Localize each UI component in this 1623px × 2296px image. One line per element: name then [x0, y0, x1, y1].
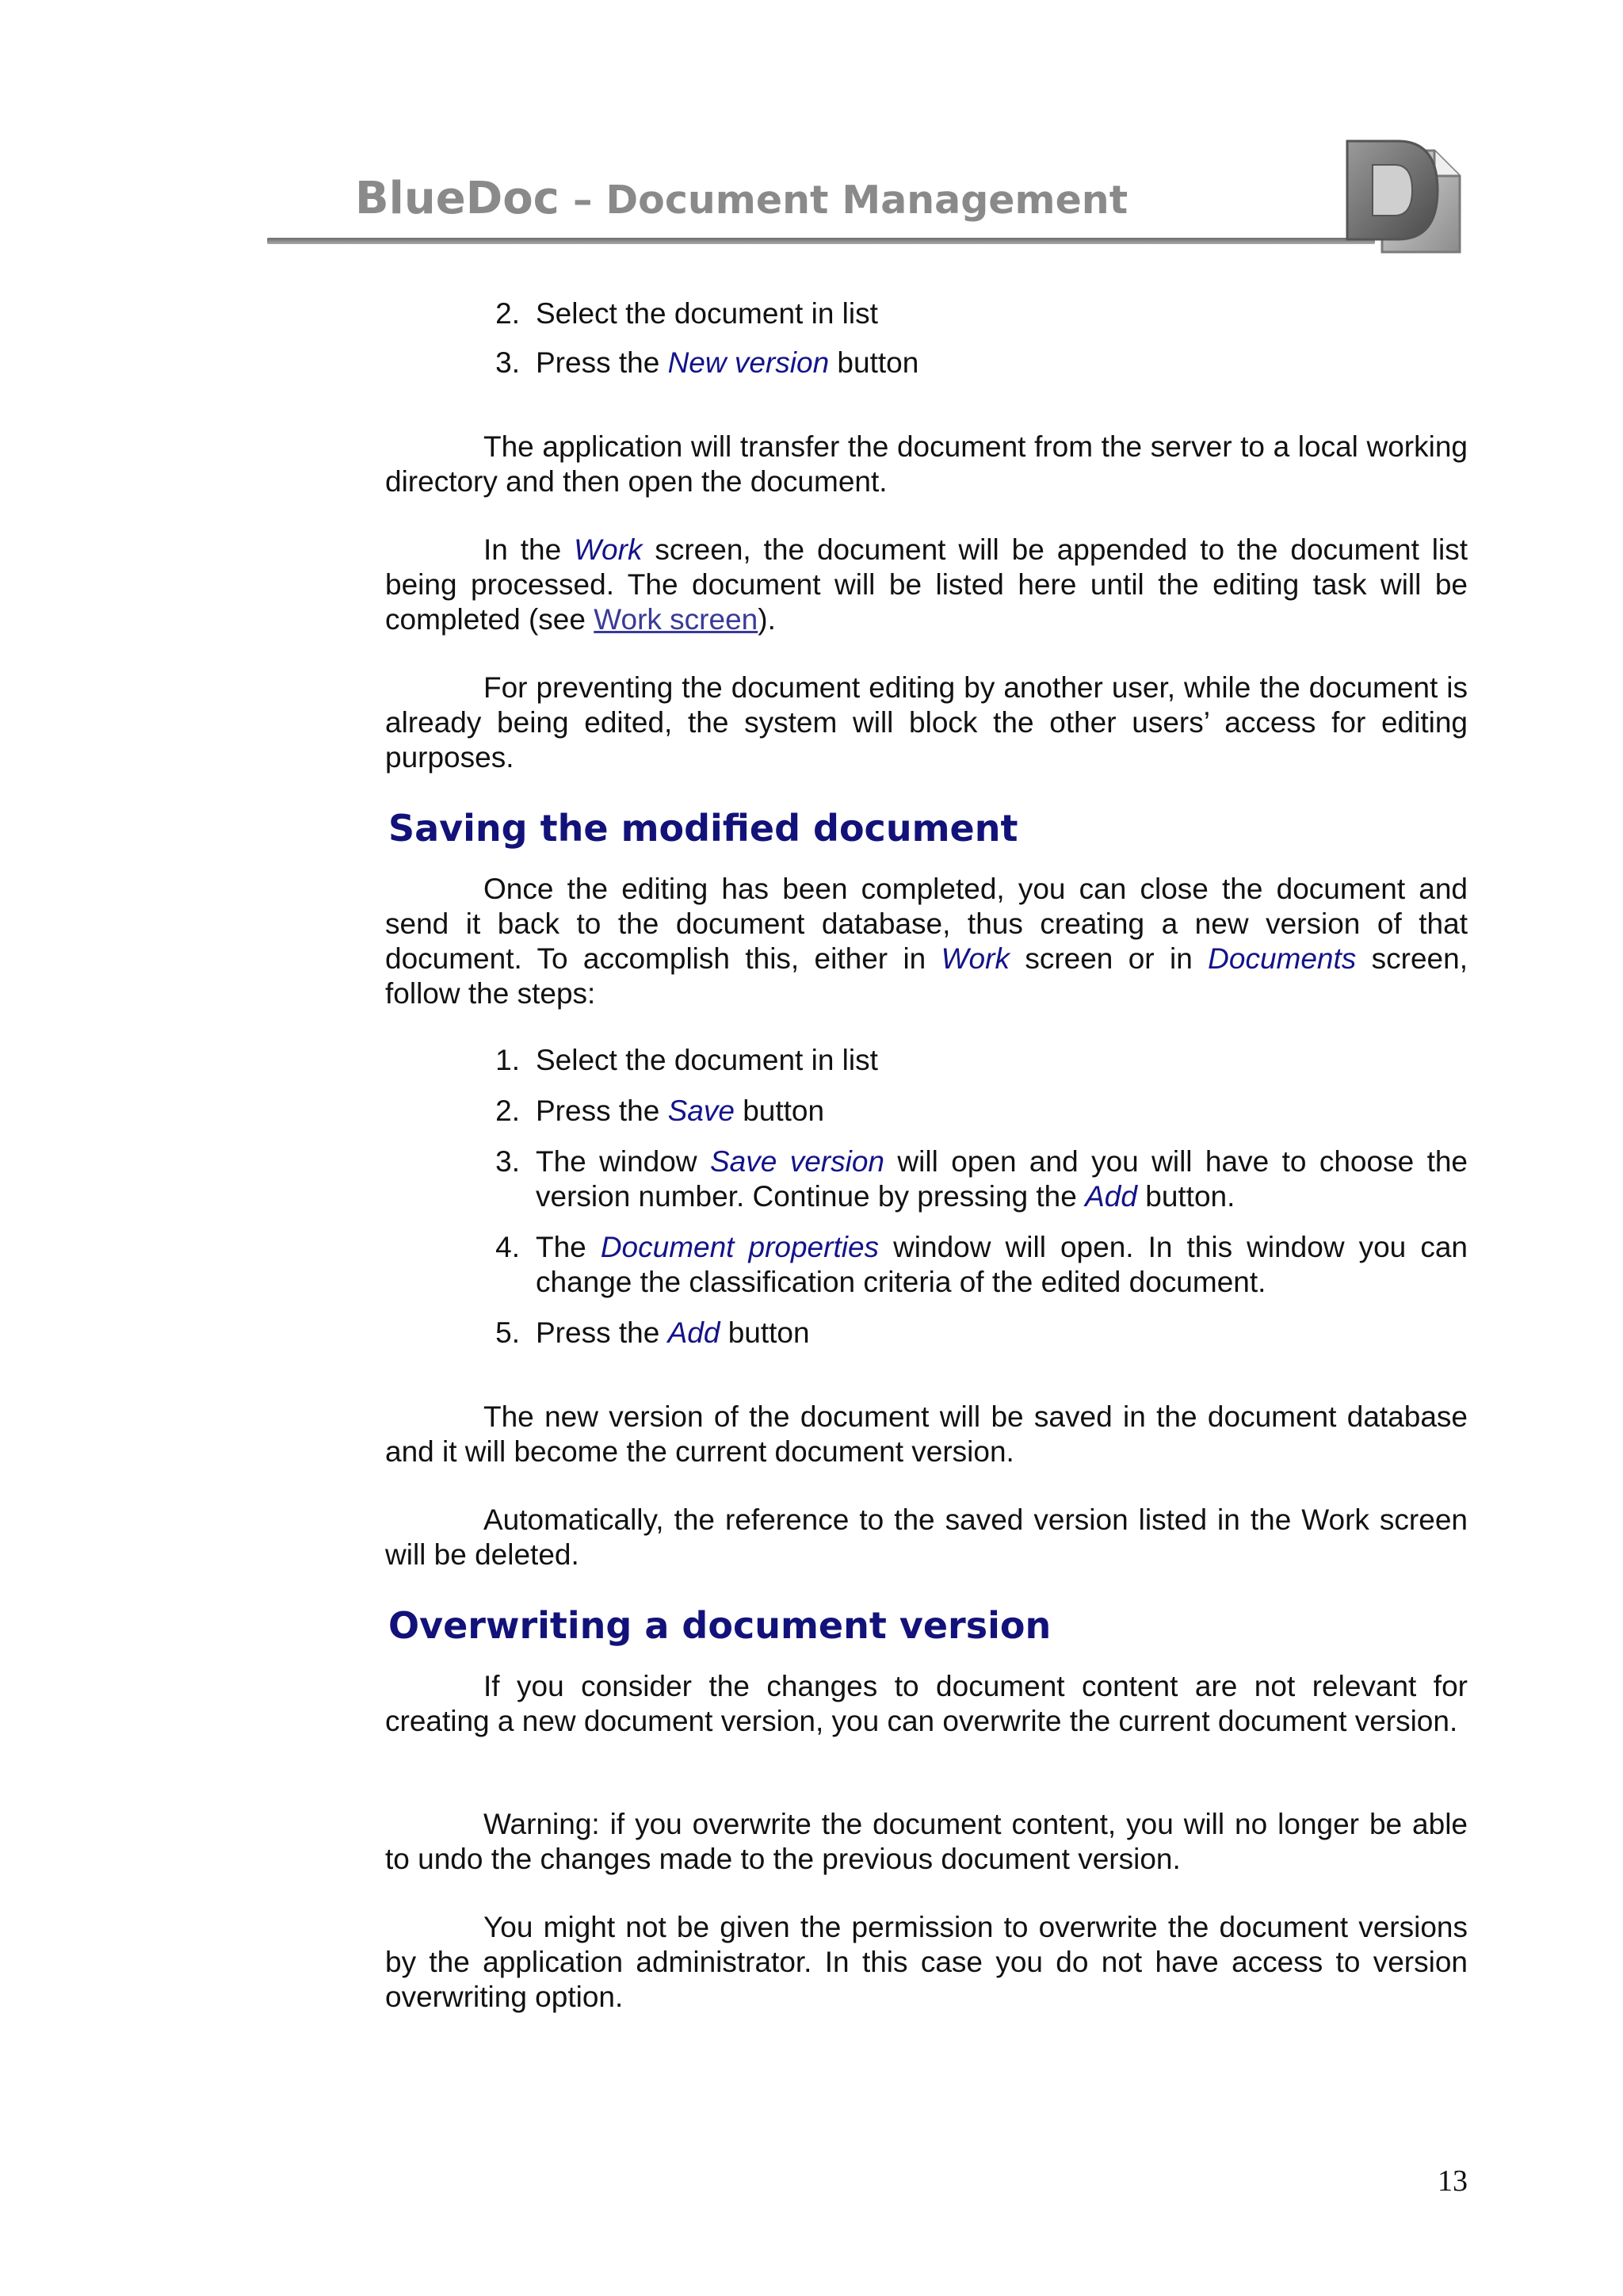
add-button-reference: Add	[1085, 1180, 1137, 1213]
work-screen-reference: Work	[574, 533, 643, 566]
save-version-window-reference: Save version	[709, 1145, 885, 1178]
step-number: 5.	[495, 1316, 520, 1349]
step-item: 5. Press the Add button	[536, 1316, 1468, 1350]
step-number: 4.	[495, 1231, 520, 1263]
list-text: Select the document in list	[536, 297, 878, 330]
document-properties-window-reference: Document properties	[600, 1231, 880, 1263]
add-button-reference: Add	[667, 1316, 720, 1349]
paragraph-locking: For preventing the document editing by another user, while the document is already being edited, the system will block the other users’ access for editing purposes.	[385, 671, 1468, 774]
step-item: 4. The Document properties window will open. In this window you can change the classification criteria of the edited document.	[536, 1230, 1468, 1300]
paragraph-new-version-saved: The new version of the document will be saved in the document database and it will become the current document version.	[385, 1400, 1468, 1468]
header-divider	[267, 238, 1375, 244]
section-heading-overwriting: Overwriting a document version	[388, 1604, 1052, 1647]
brand-name: BlueDoc	[355, 173, 559, 224]
work-screen-reference: Work	[941, 942, 1010, 975]
page-number: 13	[1438, 2164, 1468, 2198]
step-number: 1.	[495, 1044, 520, 1076]
paragraph-reference-deleted: Automatically, the reference to the saved version listed in the Work screen will be deleted.	[385, 1503, 1468, 1571]
paragraph-warning: Warning: if you overwrite the document content, you will no longer be able to undo the changes made to the previous document version.	[385, 1808, 1468, 1875]
list-item	[495, 296, 1468, 331]
work-screen-link[interactable]: Work screen	[594, 603, 758, 636]
paragraph-overwrite-intro: If you consider the changes to document content are not relevant for creating a new document version, you can overwrite the current document version.	[385, 1670, 1468, 1737]
paragraph-saving-intro: Once the editing has been completed, you can close the document and send it back to the document database, thus creating a new version of that document. To accomplish this, either in Work screen or in Documents screen, follow the steps:	[385, 873, 1468, 1010]
step-item: 1. Select the document in list	[536, 1043, 1468, 1078]
step-number: 2.	[495, 1095, 520, 1127]
paragraph-work-screen: In the Work screen, the document will be appended to the document list being processed. The document will be listed here until the editing task will be completed (see Work screen).	[385, 533, 1468, 636]
step-item: 2. Press the Save button	[536, 1094, 1468, 1129]
step-item: 3. The window Save version will open and you will have to choose the version number. Continue by pressing the Add button.	[536, 1144, 1468, 1214]
list-text: Press the	[536, 346, 668, 379]
step-number: 3.	[495, 1145, 520, 1178]
document-header-title	[355, 173, 1128, 224]
list-text: button	[829, 346, 919, 379]
save-button-reference: Save	[667, 1095, 735, 1127]
list-number: 2.	[495, 297, 520, 330]
list-number: 3.	[495, 346, 520, 379]
bluedoc-logo-icon	[1341, 133, 1466, 258]
paragraph-permission: You might not be given the permission to overwrite the document versions by the application administrator. In this case you do not have access to version overwriting option.	[385, 1911, 1468, 2013]
documents-screen-reference: Documents	[1208, 942, 1357, 975]
list-item	[495, 346, 1468, 380]
section-heading-saving: Saving the modified document	[388, 807, 1018, 850]
paragraph-transfer: The application will transfer the document from the server to a local working directory and then open the document.	[385, 430, 1468, 498]
header-subtitle: – Document Management	[559, 178, 1128, 223]
new-version-button-reference: New version	[667, 346, 830, 379]
